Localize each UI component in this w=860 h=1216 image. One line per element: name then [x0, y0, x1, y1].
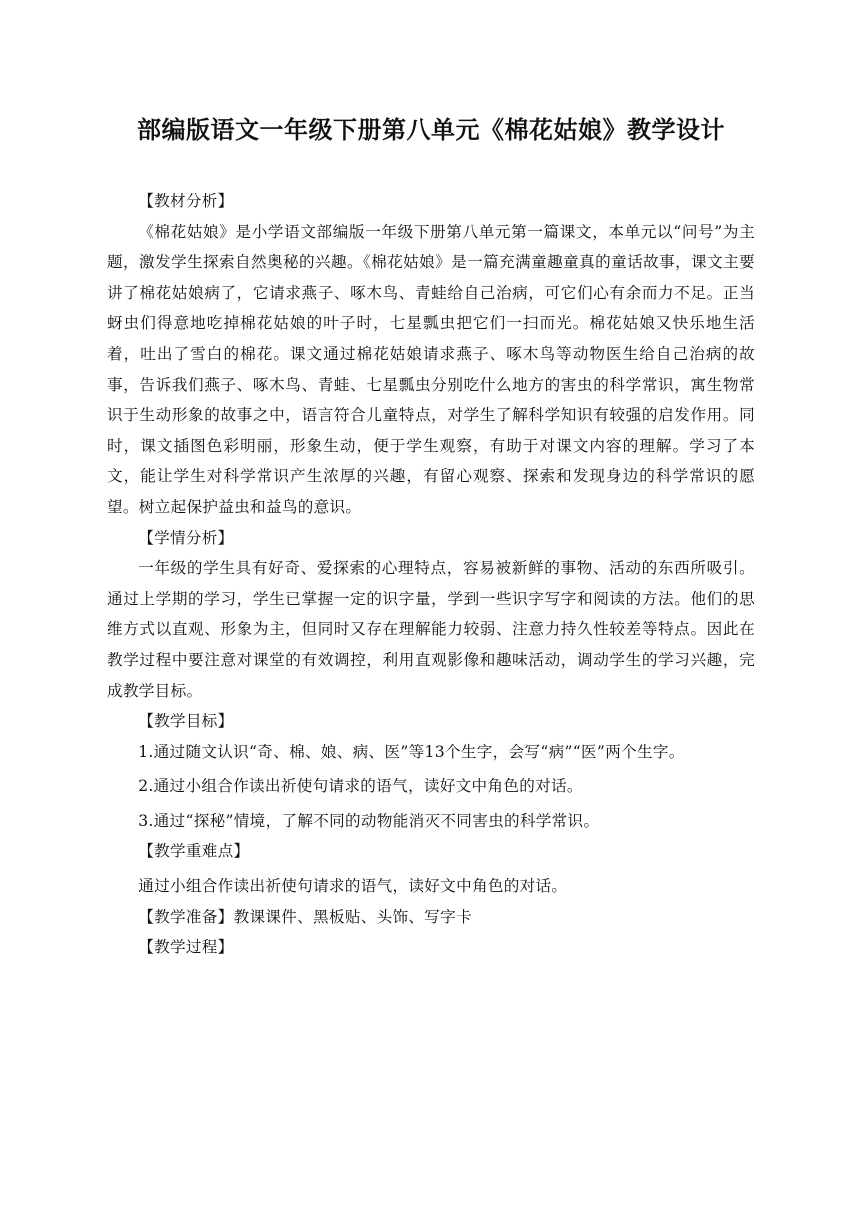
preparation-items: 教课课件、黑板贴、头饰、写字卡 [233, 907, 472, 926]
document-page [107, 112, 755, 963]
teaching-goal-item: 3.通过“探秘”情境，了解不同的动物能消灭不同害虫的科学常识。 [138, 811, 600, 830]
section-heading-material-analysis: 【教材分析】 [138, 192, 234, 210]
section-heading-teaching-process: 【教学过程】 [138, 938, 234, 957]
key-points-paragraph: 通过小组合作读出祈使句请求的语气，读好文中角色的对话。 [138, 877, 568, 896]
learner-analysis-paragraph: 一年级的学生具有好奇、爱探索的心理特点，容易被新鲜的事物、活动的东西所吸引。通过上学期的学习，学生已掌握一定的识字量，学到一些识字写字和阅读的方法。他们的思维方式以直观、形象为主，但同时又存在理解能力较弱、注意力持久性较差等特点。因此在教学过程中要注意对课堂的有效调控，利用直观影像和趣味活动，调动学生的学习兴趣，完成教学目标。 [107, 559, 755, 700]
teaching-goal-item: 1.通过随文认识“奇、棉、娘、病、医”等13个生字，会写“病”“医”两个生字。 [138, 742, 685, 761]
section-heading-key-points: 【教学重难点】 [138, 842, 250, 861]
teaching-goal-item: 2.通过小组合作读出祈使句请求的语气，读好文中角色的对话。 [138, 777, 583, 796]
section-heading-teaching-goals: 【教学目标】 [138, 712, 234, 731]
section-heading-preparation: 【教学准备】 [138, 907, 234, 926]
teaching-preparation-line [107, 902, 755, 933]
material-analysis-paragraph: 《棉花姑娘》是小学语文部编版一年级下册第八单元第一篇课文，本单元以“问号”为主题，激发学生探索自然奥秘的兴趣。《棉花姑娘》是一篇充满童趣童真的童话故事，课文主要讲了棉花姑娘病了，它请求燕子、啄木鸟、青蛙给自己治病，可它们心有余而力不足。正当蚜虫们得意地吃掉棉花姑娘的叶子时，七星瓢虫把它们一扫而光。棉花姑娘又快乐地生活着，吐出了雪白的棉花。课文通过棉花姑娘请求燕子、啄木鸟等动物医生给自己治病的故事，告诉我们燕子、啄木鸟、青蛙、七星瓢虫分别吃什么地方的害虫的科学常识，寓生物常识于生动形象的故事之中，语言符合儿童特点，对学生了解科学知识有较强的启发作用。同时，课文插图色彩明丽，形象生动，便于学生观察，有助于对课文内容的理解。学习了本文，能让学生对科学常识产生浓厚的兴趣，有留心观察、探索和发现身边的科学常识的愿望。树立起保护益虫和益鸟的意识。 [107, 222, 755, 516]
document-title: 部编版语文一年级下册第八单元《棉花姑娘》教学设计 [137, 115, 725, 144]
section-heading-learner-analysis: 【学情分析】 [138, 528, 234, 547]
